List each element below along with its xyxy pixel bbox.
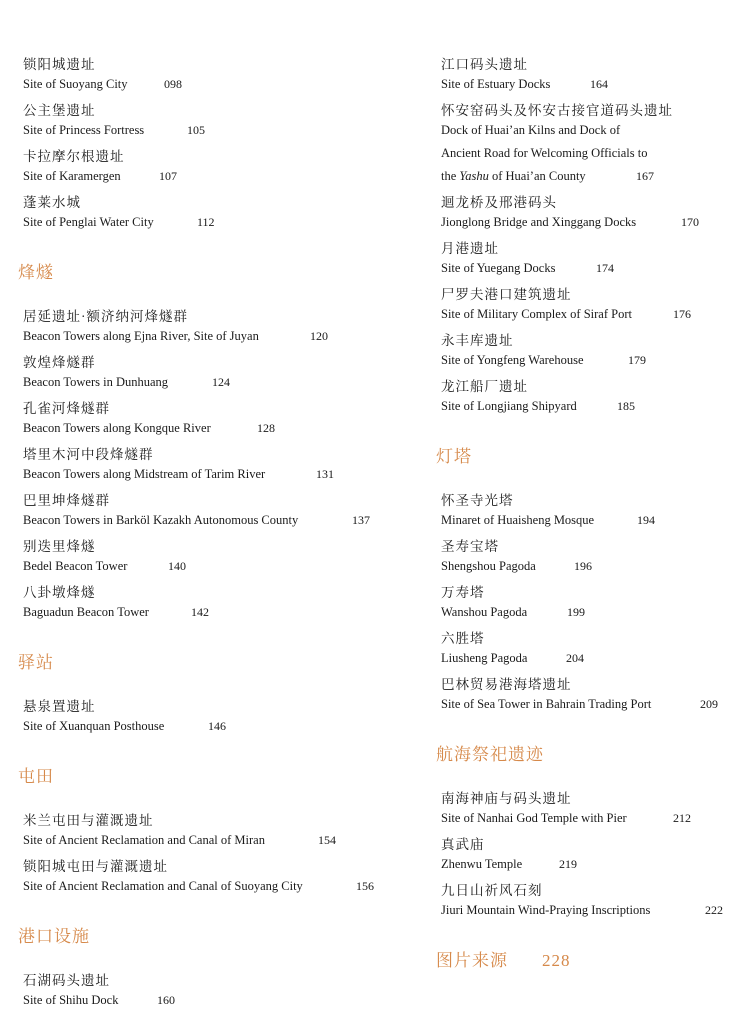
entry-title-zh: 真武庙 [441, 837, 485, 852]
entry-title-en: Site of Suoyang City [23, 77, 128, 91]
section-heading-reclamation: 屯田 [18, 767, 54, 786]
entry-title-zh: 公主堡遗址 [23, 103, 96, 118]
entry-page-number: 105 [187, 123, 205, 137]
entry-title-zh: 锁阳城屯田与灌溉遗址 [23, 859, 168, 874]
entry-title-en: Site of Yuegang Docks [441, 261, 556, 275]
entry-title-en: Bedel Beacon Tower [23, 559, 128, 573]
entry-title-zh: 龙江船厂遗址 [441, 379, 528, 394]
entry-title-zh: 巴林贸易港海塔遗址 [441, 677, 572, 692]
entry-page-number: 154 [318, 833, 336, 847]
entry-title-zh: 锁阳城遗址 [23, 57, 96, 72]
credits-page-number: 228 [542, 951, 571, 970]
entry-title-zh: 卡拉摩尔根遗址 [23, 149, 125, 164]
entry-page-number: 107 [159, 169, 177, 183]
entry-page-number: 160 [157, 993, 175, 1007]
entry-page-number: 196 [574, 559, 592, 573]
entry-page-number: 146 [208, 719, 226, 733]
entry-page-number: 179 [628, 353, 646, 367]
entry-title-en: Site of Estuary Docks [441, 77, 551, 91]
entry-page-number: 137 [352, 513, 370, 527]
entry-title-zh: 怀安窑码头及怀安古接官道码头遗址 [441, 103, 673, 118]
entry-title-en: Jionglong Bridge and Xinggang Docks [441, 215, 637, 229]
entry-title-zh: 孔雀河烽燧群 [23, 401, 110, 416]
entry-title-en: Beacon Towers along Kongque River [23, 421, 211, 435]
entry-title-zh: 永丰库遗址 [441, 333, 514, 348]
entry-page-number: 167 [636, 169, 654, 183]
entry-title-en: Site of Princess Fortress [23, 123, 145, 137]
entry-title-en: Beacon Towers along Midstream of Tarim River [23, 467, 266, 481]
entry-title-en: Site of Xuanquan Posthouse [23, 719, 165, 733]
entry-title-zh: 居延遗址·额济纳河烽燧群 [23, 309, 188, 324]
entry-page-number: 120 [310, 329, 328, 343]
entry-page-number: 164 [590, 77, 608, 91]
entry-page-number: 124 [212, 375, 230, 389]
entry-title-zh: 蓬莱水城 [23, 195, 81, 210]
entry-title-en: Beacon Towers in Barköl Kazakh Autonomous County [23, 513, 299, 527]
entry-page-number: 176 [673, 307, 691, 321]
entry-title-en: Site of Longjiang Shipyard [441, 399, 577, 413]
entry-title-en: Site of Shihu Dock [23, 993, 119, 1007]
entry-title-zh: 怀圣寺光塔 [441, 493, 514, 508]
entry-title-zh: 迴龙桥及邢港码头 [441, 195, 557, 210]
entry-title-en: Site of Yongfeng Warehouse [441, 353, 584, 367]
credits-heading-label: 图片来源 [436, 951, 508, 970]
entry-title-en: Site of Ancient Reclamation and Canal of Miran [23, 833, 265, 847]
entry-title-en: Site of Ancient Reclamation and Canal of Suoyang City [23, 879, 303, 893]
entry-title-zh: 万寿塔 [441, 585, 485, 600]
entry-page-number: 174 [596, 261, 614, 275]
entry-page-number: 209 [700, 697, 718, 711]
entry-page-number: 128 [257, 421, 275, 435]
entry-page-number: 156 [356, 879, 374, 893]
entry-title-zh: 九日山祈风石刻 [441, 883, 543, 898]
section-heading-posthouse: 驿站 [18, 653, 54, 672]
entry-title-zh: 敦煌烽燧群 [23, 355, 96, 370]
entry-title-en: Ancient Road for Welcoming Officials to [441, 146, 648, 160]
entry-page-number: 131 [316, 467, 334, 481]
entry-title-en: Site of Penglai Water City [23, 215, 154, 229]
entry-title-en: Minaret of Huaisheng Mosque [441, 513, 595, 527]
entry-title-zh: 月港遗址 [441, 241, 499, 256]
entry-page-number: 212 [673, 811, 691, 825]
section-heading-lighthouse: 灯塔 [436, 447, 472, 466]
entry-title-en: Jiuri Mountain Wind-Praying Inscriptions [441, 903, 651, 917]
entry-page-number: 112 [197, 215, 215, 229]
entry-title-zh: 圣寿宝塔 [441, 539, 499, 554]
entry-title-zh: 尸罗夫港口建筑遗址 [441, 287, 572, 302]
entry-title-en: Shengshou Pagoda [441, 559, 536, 573]
entry-title-en: Beacon Towers along Ejna River, Site of Juyan [23, 329, 259, 343]
entry-page-number: 170 [681, 215, 699, 229]
entry-page-number: 142 [191, 605, 209, 619]
entry-title-en: Beacon Towers in Dunhuang [23, 375, 169, 389]
entry-page-number: 219 [559, 857, 577, 871]
entry-title-zh: 江口码头遗址 [441, 57, 528, 72]
entry-title-zh: 巴里坤烽燧群 [23, 493, 110, 508]
entry-title-en: Site of Sea Tower in Bahrain Trading Port [441, 697, 652, 711]
entry-title-en: Site of Nanhai God Temple with Pier [441, 811, 627, 825]
entry-title-zh: 米兰屯田与灌溉遗址 [23, 813, 154, 828]
entry-title-zh: 八卦墩烽燧 [23, 585, 96, 600]
entry-title-en: Baguadun Beacon Tower [23, 605, 149, 619]
entry-title-en: Site of Military Complex of Siraf Port [441, 307, 632, 321]
entry-page-number: 140 [168, 559, 186, 573]
entry-page-number: 199 [567, 605, 585, 619]
entry-page-number: 185 [617, 399, 635, 413]
entry-title-en: Wanshou Pagoda [441, 605, 528, 619]
entry-title-zh: 南海神庙与码头遗址 [441, 791, 572, 806]
section-heading-port-facilities: 港口设施 [18, 927, 90, 946]
entry-page-number: 194 [637, 513, 655, 527]
entry-title-en: Liusheng Pagoda [441, 651, 528, 665]
entry-page-number: 204 [566, 651, 584, 665]
section-heading-maritime-ritual: 航海祭祀遗迹 [436, 745, 544, 764]
entry-page-number: 222 [705, 903, 723, 917]
entry-title-zh: 石湖码头遗址 [23, 973, 110, 988]
entry-title-zh: 别迭里烽燧 [23, 539, 96, 554]
entry-title-zh: 六胜塔 [441, 631, 485, 646]
entry-title-en: the Yashu of Huai’an County [441, 169, 586, 183]
entry-title-zh: 塔里木河中段烽燧群 [23, 447, 154, 462]
section-heading-image-credits [436, 946, 571, 971]
entry-page-number: 098 [164, 77, 182, 91]
entry-title-en: Zhenwu Temple [441, 857, 523, 871]
entry-title-zh: 悬泉置遗址 [23, 699, 96, 714]
entry-title-en: Dock of Huai’an Kilns and Dock of [441, 123, 621, 137]
section-heading-beacon: 烽燧 [18, 263, 54, 282]
entry-title-en: Site of Karamergen [23, 169, 121, 183]
